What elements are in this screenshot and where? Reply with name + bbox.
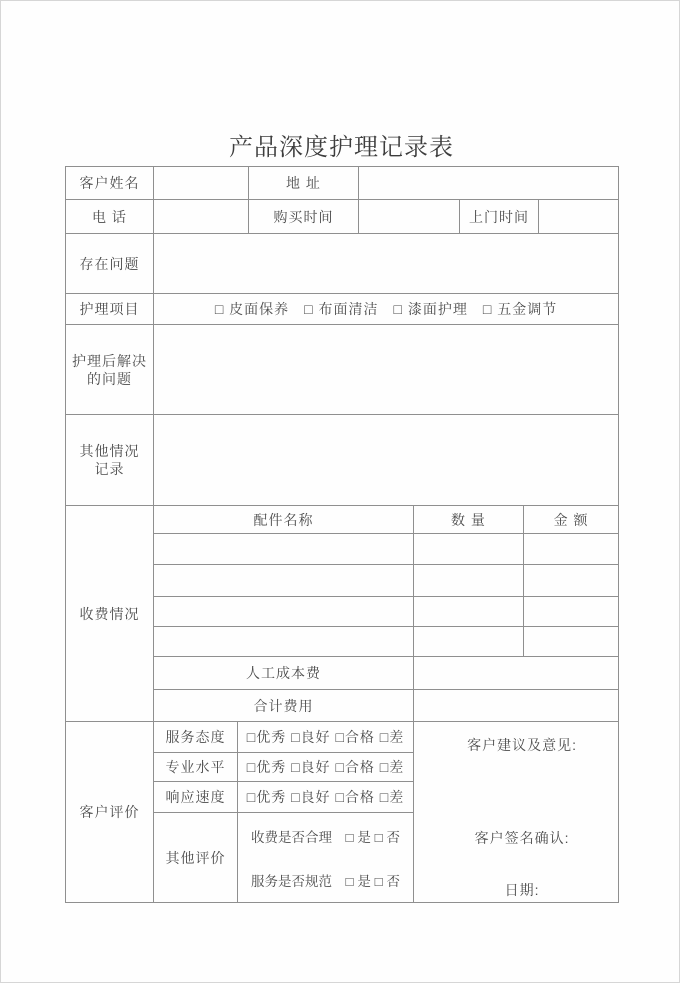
other-evaluation-options-cell (238, 813, 414, 903)
amount-input-cell[interactable] (524, 534, 619, 565)
service-attitude-label: 服务态度 (154, 722, 238, 753)
other-records-input-cell[interactable] (154, 415, 619, 506)
quantity-header: 数 量 (414, 506, 524, 534)
service-standard-options[interactable]: 服务是否规范 □ 是 □ 否 (250, 873, 401, 889)
row-care-items (66, 294, 619, 325)
accessory-name-input-cell[interactable] (154, 627, 414, 657)
signature-label: 客户签名确认: (474, 830, 570, 846)
existing-problems-input-cell[interactable] (154, 234, 619, 294)
suggestion-label: 客户建议及意见: (467, 737, 577, 753)
address-label: 地 址 (249, 167, 359, 200)
visit-time-label: 上门时间 (460, 200, 539, 234)
row-phone-times (66, 200, 619, 234)
purchase-time-input-cell[interactable] (359, 200, 460, 234)
accessory-name-header: 配件名称 (154, 506, 414, 534)
suggestion-signature-cell (414, 722, 619, 903)
care-items-options[interactable]: □ 皮面保养 □ 布面清洁 □ 漆面护理 □ 五金调节 (154, 294, 619, 325)
care-items-label: 护理项目 (66, 294, 154, 325)
customer-name-input-cell[interactable] (154, 167, 249, 200)
amount-input-cell[interactable] (524, 597, 619, 627)
phone-label: 电 话 (66, 200, 154, 234)
amount-input-cell[interactable] (524, 627, 619, 657)
row-other-records (66, 415, 619, 506)
row-fee-header (66, 506, 619, 534)
fee-reasonable-options[interactable]: 收费是否合理 □ 是 □ 否 (250, 829, 401, 845)
total-cost-input-cell[interactable] (414, 690, 619, 722)
accessory-name-input-cell[interactable] (154, 565, 414, 597)
fees-section-label: 收费情况 (66, 506, 154, 722)
visit-time-input-cell[interactable] (539, 200, 619, 234)
customer-evaluation-label: 客户评价 (66, 722, 154, 903)
labor-cost-input-cell[interactable] (414, 657, 619, 690)
row-solved-problems (66, 325, 619, 415)
address-input-cell[interactable] (359, 167, 619, 200)
service-attitude-rating-options[interactable]: □优秀 □良好 □合格 □差 (238, 722, 414, 753)
quantity-input-cell[interactable] (414, 565, 524, 597)
professional-level-label: 专业水平 (154, 753, 238, 782)
row-service-attitude (66, 722, 619, 753)
response-speed-rating-options[interactable]: □优秀 □良好 □合格 □差 (238, 782, 414, 813)
row-customer-address (66, 167, 619, 200)
date-label: 日期: (504, 882, 540, 898)
quantity-input-cell[interactable] (414, 627, 524, 657)
page-title: 产品深度护理记录表 (229, 134, 454, 161)
existing-problems-label: 存在问题 (66, 234, 154, 294)
purchase-time-label: 购买时间 (249, 200, 359, 234)
solved-problems-input-cell[interactable] (154, 325, 619, 415)
response-speed-label: 响应速度 (154, 782, 238, 813)
total-cost-label: 合计费用 (154, 690, 414, 722)
quantity-input-cell[interactable] (414, 597, 524, 627)
professional-level-rating-options[interactable]: □优秀 □良好 □合格 □差 (238, 753, 414, 782)
quantity-input-cell[interactable] (414, 534, 524, 565)
solved-problems-label: 护理后解决 的问题 (66, 325, 154, 415)
customer-name-label: 客户姓名 (66, 167, 154, 200)
accessory-name-input-cell[interactable] (154, 597, 414, 627)
care-record-table (65, 166, 619, 903)
phone-input-cell[interactable] (154, 200, 249, 234)
other-records-label: 其他情况 记录 (66, 415, 154, 506)
row-existing-problems (66, 234, 619, 294)
amount-header: 金 额 (524, 506, 619, 534)
labor-cost-label: 人工成本费 (154, 657, 414, 690)
other-evaluation-label: 其他评价 (154, 813, 238, 903)
amount-input-cell[interactable] (524, 565, 619, 597)
accessory-name-input-cell[interactable] (154, 534, 414, 565)
